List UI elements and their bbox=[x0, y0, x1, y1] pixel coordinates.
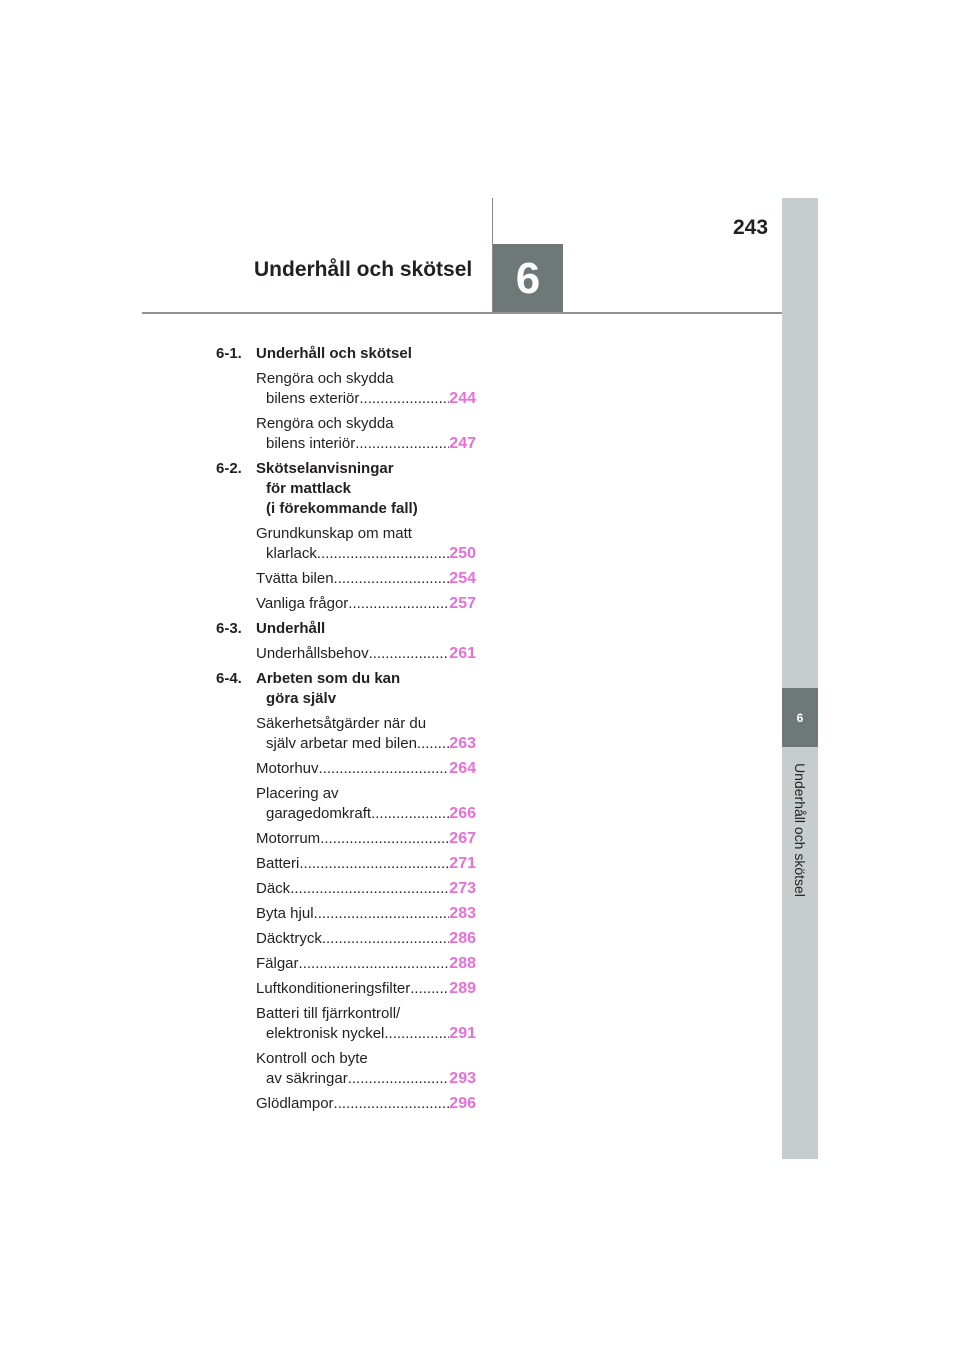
entry-title: Kontroll och byte bbox=[256, 1050, 368, 1067]
page-link[interactable]: 289 bbox=[449, 980, 476, 997]
toc-entry[interactable] bbox=[256, 904, 476, 924]
page-link[interactable]: 273 bbox=[449, 880, 476, 897]
toc-entry[interactable] bbox=[256, 854, 476, 874]
section-number: 6-1. bbox=[216, 345, 242, 362]
toc-entry[interactable] bbox=[256, 829, 476, 849]
side-tab-label: Underhåll och skötsel bbox=[792, 763, 808, 897]
section-title: Underhåll bbox=[256, 620, 326, 637]
toc-section bbox=[216, 669, 476, 709]
toc-entry[interactable] bbox=[256, 714, 476, 754]
page-link[interactable]: 291 bbox=[449, 1025, 476, 1042]
side-tab bbox=[782, 198, 818, 1159]
toc-entry[interactable] bbox=[256, 879, 476, 899]
section-number: 6-2. bbox=[216, 460, 242, 477]
chapter-title: Underhåll och skötsel bbox=[254, 258, 473, 281]
section-title: Skötselanvisningar bbox=[256, 460, 394, 477]
page-link[interactable]: 267 bbox=[449, 830, 476, 847]
entry-title: Byta hjul bbox=[256, 905, 314, 922]
section-number: 6-4. bbox=[216, 670, 242, 687]
entry-title: Däck bbox=[256, 880, 291, 897]
toc-entry[interactable] bbox=[256, 979, 476, 999]
header-rule bbox=[142, 312, 782, 314]
entry-title: Placering av bbox=[256, 785, 339, 802]
page-link[interactable]: 250 bbox=[449, 545, 476, 562]
entry-title: Luftkonditioneringsfilter bbox=[256, 980, 411, 997]
page-number: 243 bbox=[733, 216, 769, 239]
page-link[interactable]: 254 bbox=[449, 570, 476, 587]
page-link[interactable]: 264 bbox=[449, 760, 476, 777]
toc-section bbox=[216, 459, 476, 519]
side-tab-number[interactable]: 6 bbox=[782, 688, 818, 747]
entry-title-cont: garagedomkraft bbox=[266, 805, 372, 822]
page-link[interactable]: 283 bbox=[449, 905, 476, 922]
toc-section bbox=[216, 619, 476, 639]
entry-title: Batteri till fjärrkontroll/ bbox=[256, 1005, 401, 1022]
entry-title-cont: bilens exteriör bbox=[266, 390, 360, 407]
page-link[interactable]: 257 bbox=[449, 595, 476, 612]
toc-entry[interactable] bbox=[256, 524, 476, 564]
entry-title: Glödlampor bbox=[256, 1095, 334, 1112]
page-link[interactable]: 261 bbox=[449, 645, 476, 662]
entry-title: Rengöra och skydda bbox=[256, 415, 394, 432]
page-link[interactable]: 286 bbox=[449, 930, 476, 947]
section-number: 6-3. bbox=[216, 620, 242, 637]
entry-title: Motorrum bbox=[256, 830, 321, 847]
page-link[interactable]: 247 bbox=[449, 435, 476, 452]
page-link[interactable]: 244 bbox=[449, 390, 476, 407]
section-title: Underhåll och skötsel bbox=[256, 345, 412, 362]
page-link[interactable]: 271 bbox=[449, 855, 476, 872]
entry-title-cont: elektronisk nyckel bbox=[266, 1025, 385, 1042]
entry-title: Underhållsbehov bbox=[256, 645, 369, 662]
toc-entry[interactable] bbox=[256, 569, 476, 589]
entry-title: Vanliga frågor bbox=[256, 595, 349, 612]
toc-entry[interactable] bbox=[256, 954, 476, 974]
page-link[interactable]: 288 bbox=[449, 955, 476, 972]
toc-entry[interactable] bbox=[256, 784, 476, 824]
page-link[interactable]: 263 bbox=[449, 735, 476, 752]
toc-entry[interactable] bbox=[256, 369, 476, 409]
toc-entry[interactable] bbox=[256, 1049, 476, 1089]
page-link[interactable]: 293 bbox=[449, 1070, 476, 1087]
entry-title: Däcktryck bbox=[256, 930, 322, 947]
toc-entry[interactable] bbox=[256, 1004, 476, 1044]
toc-entry[interactable] bbox=[256, 759, 476, 779]
section-title-cont: göra själv bbox=[266, 690, 337, 707]
entry-title-cont: bilens interiör bbox=[266, 435, 356, 452]
toc-entry[interactable] bbox=[256, 929, 476, 949]
page-link[interactable]: 266 bbox=[449, 805, 476, 822]
entry-title: Grundkunskap om matt bbox=[256, 525, 412, 542]
entry-title: Batteri bbox=[256, 855, 300, 872]
entry-title: Fälgar bbox=[256, 955, 299, 972]
entry-title: Tvätta bilen bbox=[256, 570, 334, 587]
toc-entry[interactable] bbox=[256, 414, 476, 454]
entry-title-cont: av säkringar bbox=[266, 1070, 348, 1087]
entry-title: Rengöra och skydda bbox=[256, 370, 394, 387]
entry-title: Motorhuv bbox=[256, 760, 319, 777]
chapter-number-box: 6 bbox=[493, 244, 563, 313]
section-title: Arbeten som du kan bbox=[256, 670, 401, 687]
entry-title: Säkerhetsåtgärder när du bbox=[256, 715, 427, 732]
page-link[interactable]: 296 bbox=[449, 1095, 476, 1112]
entry-title-cont: själv arbetar med bilen bbox=[266, 735, 417, 752]
entry-title-cont: klarlack bbox=[266, 545, 317, 562]
section-title-cont: (i förekommande fall) bbox=[266, 500, 418, 517]
toc-entry[interactable] bbox=[256, 1094, 476, 1114]
toc-section bbox=[216, 344, 476, 364]
table-of-contents bbox=[216, 344, 476, 1119]
toc-entry[interactable] bbox=[256, 644, 476, 664]
toc-entry[interactable] bbox=[256, 594, 476, 614]
section-title-cont: för mattlack bbox=[266, 480, 352, 497]
